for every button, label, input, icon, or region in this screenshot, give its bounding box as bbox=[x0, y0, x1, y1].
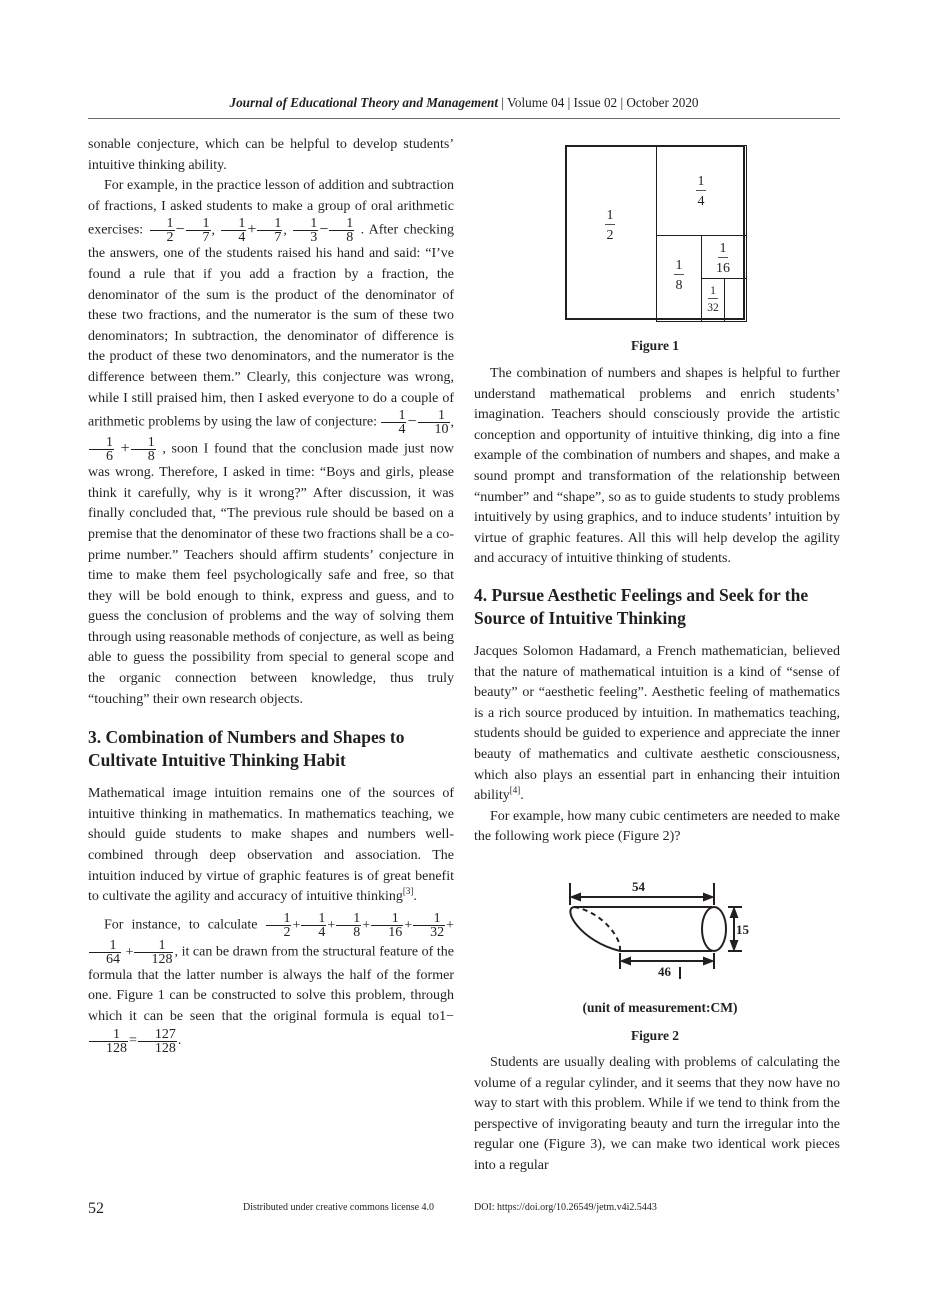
fraction: $\frac{1}{10}$ bbox=[418, 409, 450, 436]
fraction: $\frac{1}{2}$ bbox=[150, 217, 175, 244]
dimension-diameter: 15 bbox=[736, 922, 749, 937]
fraction-label: 1 4 bbox=[697, 174, 705, 209]
fraction: $\frac{1}{7}$ bbox=[257, 217, 282, 244]
figure-1-caption: Figure 1 bbox=[630, 338, 680, 353]
fraction: $\frac{1}{4}$ bbox=[381, 409, 406, 436]
series-result: 1− $\frac{1}{128}$ = $\frac{127}{128}$ . bbox=[88, 1009, 454, 1048]
cell-remainder bbox=[724, 278, 747, 322]
paragraph-continued: sonable conjecture, which can be helpful to develop students’ intuitive thinking ability. bbox=[88, 137, 454, 173]
paragraph-text: , it can be drawn from the structural feature of the formula that the latter number is always the half of the former one. Figure 1 can be constructed to solve this problem, through which it can be seen that the original formula is equal to bbox=[88, 944, 454, 1024]
section-heading-3: 3. Combination of Numbers and Shapes to Cultivate Intuitive Thinking Habit bbox=[88, 727, 405, 771]
paragraph-text: Jacques Solomon Hadamard, a French mathematician, believed that the nature of mathematical intuition is a kind of “sense of beauty” or “aesthetic feeling”. Aesthetic feeling of mathematics is a rich source produced by intuition. In mathematics teaching, students should be guided to experience and appreciate the inner beauty of mathematics and cultivate aesthetic consciousness, which also plays an essential part in enhancing their intuition ability bbox=[474, 643, 840, 804]
header-separator: | bbox=[498, 95, 508, 110]
cell-sixteenth bbox=[701, 235, 747, 279]
paragraph-image-intuition: Mathematical image intuition remains one of the sources of intuitive thinking in mathematics. In mathematics teaching, we should guide students to make shapes and numbers well-combined through deep observation and association. The intuition induced by virtue of graphic features is of great benefit to cultivate the agility and accuracy of intuitive thinking[3]. bbox=[88, 786, 454, 905]
operator: − bbox=[407, 412, 417, 430]
fraction: $\frac{1}{8}$ bbox=[131, 436, 156, 463]
operator: + bbox=[247, 221, 257, 239]
paragraph-text: For instance, to calculate bbox=[104, 917, 266, 933]
exercise-list: $\frac{1}{2}$ − $\frac{1}{7}$ , $\frac{1}{4}$ + $\frac{1}{7}$ , $\frac{1}{3}$ − $\frac{1}{8}$ bbox=[149, 223, 361, 238]
citation-ref: [3] bbox=[402, 886, 414, 897]
paragraph-series-example bbox=[88, 912, 454, 1055]
operator: − bbox=[175, 221, 185, 239]
paragraph-text: . After checking the answers, one of the students raised his hand and said: “I’ve found a rule that if you add a fraction by a fraction, the denominator of the sum is the product of the denominator of these two fractions, and the numerator is the sum of these two denominators; In subtraction, the denominator of difference is the product of these two denominators, and the numerator is the difference between them.” Clearly, this conjecture was wrong, while I still praised him, then I asked everyone to do a couple of arithmetic problems by using the law of conjecture: bbox=[88, 223, 455, 430]
paragraph-text: , soon I found that the conclusion made just now was wrong. Therefore, I asked in time: “Boys and girls, please think it carefully, why is it wrong?” After discussion, it was finally concluded that, “The previous rule should be based on a premise that the denominator of these two fractions shall be a co-prime number.” Teachers should affirm students’ conjecture in time to make them feel psychologically safe and free, so that they will be bold enough to think, express and guess, and to guess the conclusion of problems and the way of solving them through using reasonable methods of conjecture, as well as being able to guess the possibility from special to general scope and the organic connection between knowledge, thus truly “touching” their own research objects. bbox=[88, 441, 455, 707]
page-number: 52 bbox=[88, 1200, 104, 1217]
header-rule bbox=[88, 118, 840, 119]
figure-1-diagram bbox=[565, 145, 745, 320]
problem-list: $\frac{1}{4}$ − $\frac{1}{10}$ , $\frac{1}{6}$ + $\frac{1}{8}$ bbox=[88, 415, 454, 457]
fraction-label: 1 32 bbox=[707, 285, 719, 314]
right-column-continued bbox=[474, 1053, 840, 1177]
fraction: $\frac{1}{3}$ bbox=[293, 217, 318, 244]
paragraph-fractions-example bbox=[88, 176, 454, 710]
volume: Volume 04 bbox=[507, 95, 565, 110]
section-heading-4: 4. Pursue Aesthetic Feelings and Seek for the Source of Intuitive Thinking bbox=[474, 584, 809, 628]
publication-date: October 2020 bbox=[626, 95, 699, 110]
running-header bbox=[88, 94, 840, 112]
left-column bbox=[88, 135, 454, 1055]
cell-half bbox=[565, 145, 657, 320]
cell-eighth bbox=[656, 235, 702, 322]
citation-ref: [4] bbox=[509, 785, 521, 796]
operator: − bbox=[319, 221, 329, 239]
journal-name: Journal of Educational Theory and Management bbox=[229, 95, 499, 110]
fraction-label: 1 2 bbox=[606, 208, 614, 243]
cell-quarter bbox=[656, 145, 747, 236]
fraction-label: 1 16 bbox=[716, 241, 730, 276]
license-note: Distributed under creative commons license 4.0 bbox=[243, 1202, 435, 1213]
figure-2-cylinder-diagram bbox=[560, 875, 760, 985]
figure-2-unit-note: (unit of measurement:CM) bbox=[582, 1000, 738, 1015]
geometric-series: $\frac{1}{2}$ + $\frac{1}{4}$ + $\frac{1}{8}$ + $\frac{1}{16}$ + $\frac{1}{32}$ + $\frac{1}{64}$ + $\frac{1}{128}$ bbox=[88, 918, 454, 960]
fraction-label: 1 8 bbox=[675, 258, 683, 293]
header-separator: | bbox=[564, 95, 574, 110]
fraction: $\frac{1}{4}$ bbox=[221, 217, 246, 244]
operator: + bbox=[120, 439, 130, 457]
paragraph-cylinder-volume: Students are usually dealing with problems of calculating the volume of a regular cylinder, and it seems that they now have no way to start with this problem. While if we tend to think from the perspective of invigorating beauty and turn the irregular into the regular one (Figure 3), we can make two identical work pieces into a regular bbox=[474, 1055, 841, 1173]
paragraph-numbers-shapes: The combination of numbers and shapes is helpful to further understand mathematical problems and enrich students’ imagination. Teachers should consciously provide the artistic conception and opportunity of intuitive thinking, dig into a fine example of the combination of numbers and shapes, and make a sound prompt and transformation of the relationship between “number” and “shape”, so as to guide students to study problems intuitively by using graphics, and to induce students’ intuition by virtue of graphic features. All this will help develop the agility and accuracy of intuitive thinking of students. bbox=[474, 366, 840, 567]
fraction: $\frac{1}{6}$ bbox=[89, 436, 114, 463]
fraction: $\frac{1}{8}$ bbox=[329, 217, 354, 244]
cell-thirtysecond bbox=[701, 278, 725, 322]
paragraph-work-piece-question: For example, how many cubic centimeters are needed to make the following work piece (Figure 2)? bbox=[474, 808, 840, 845]
paragraph-text: For example, in the practice lesson of addition and subtraction of fractions, I asked students to make a group of oral arithmetic exercises: bbox=[88, 178, 454, 239]
figure-2-caption: Figure 2 bbox=[630, 1028, 680, 1043]
issue: Issue 02 bbox=[573, 95, 618, 110]
right-column bbox=[474, 364, 840, 848]
header-separator: | bbox=[617, 95, 627, 110]
fraction: $\frac{1}{7}$ bbox=[186, 217, 211, 244]
dimension-length-bottom: 46 bbox=[658, 964, 671, 979]
doi-link[interactable]: DOI: https://doi.org/10.26549/jetm.v4i2.5443 bbox=[474, 1202, 657, 1213]
paragraph-hadamard: Jacques Solomon Hadamard, a French mathematician, believed that the nature of mathematical intuition is a kind of “sense of beauty” or “aesthetic feeling”. Aesthetic feeling of mathematics is a rich source produced by intuition. In mathematics teaching, students should be guided to experience and appreciate the inner beauty of mathematics and cultivate aesthetic consciousness, which also plays an essential part in enhancing their intuition ability[4]. bbox=[474, 643, 840, 804]
dimension-length-top: 54 bbox=[632, 879, 645, 894]
paragraph-text: Mathematical image intuition remains one of the sources of intuitive thinking in mathematics. In mathematics teaching, we should guide students to make shapes and numbers well-combined through deep observation and association. The intuition induced by virtue of graphic features is of great benefit to cultivate the agility and accuracy of intuitive thinking bbox=[88, 786, 454, 905]
